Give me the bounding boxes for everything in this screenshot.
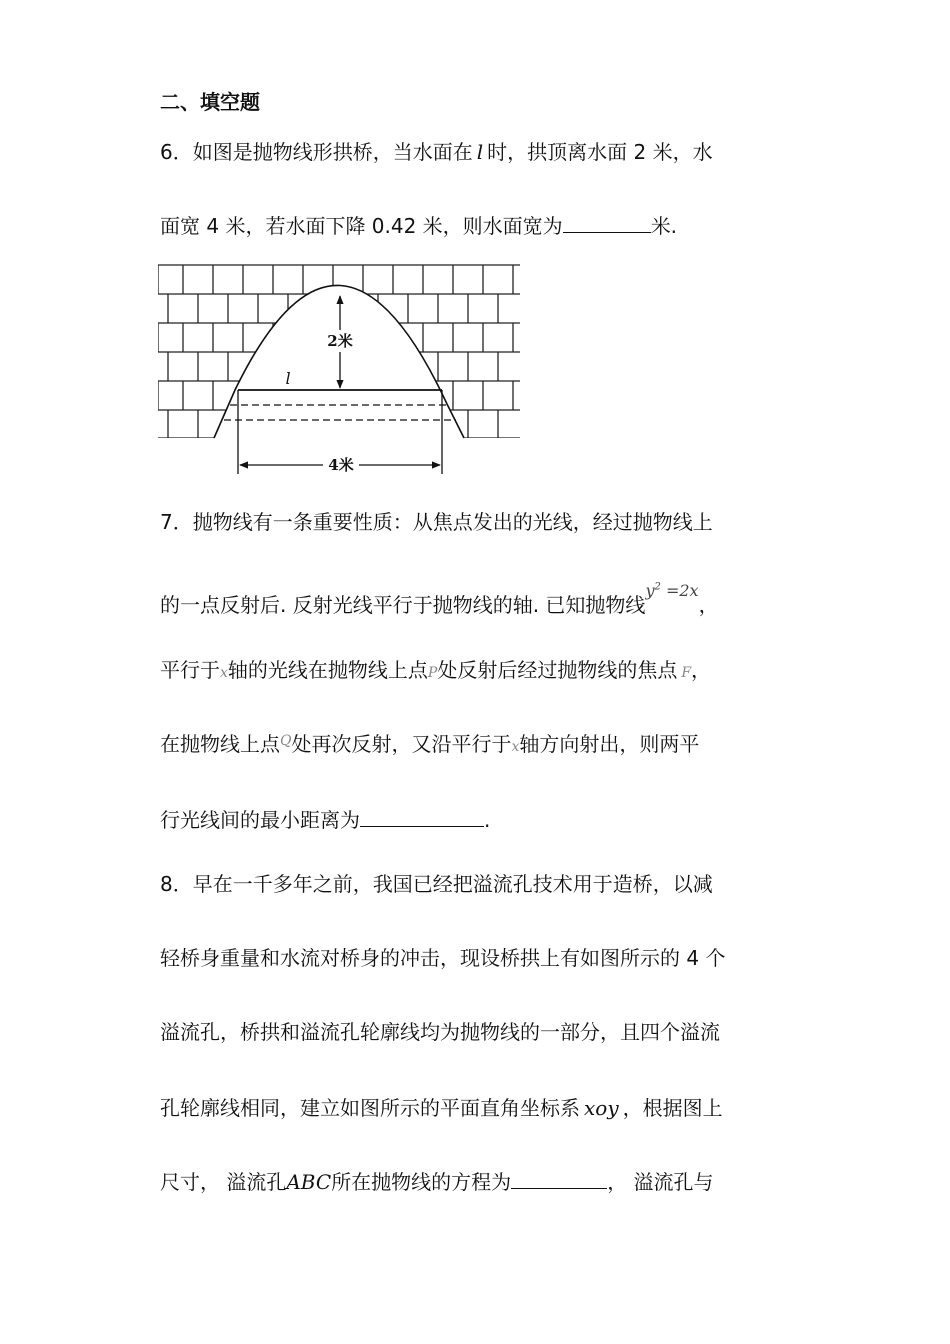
q7-text-4c: 轴方向射出，则两平 xyxy=(519,732,700,756)
q7-text-4a: 在抛物线上点 xyxy=(160,732,280,756)
q7-answer-blank[interactable] xyxy=(360,806,484,827)
q8-var-xoy: xoy xyxy=(584,1096,619,1120)
q6-line-2 xyxy=(160,212,677,240)
q7-line-1: 7．抛物线有一条重要性质：从焦点发出的光线，经过抛物线上 xyxy=(160,510,713,534)
q8-line-1: 8．早在一千多年之前，我国已经把溢流孔技术用于造桥，以减 xyxy=(160,872,713,896)
water-line-label: l xyxy=(285,369,291,388)
q6-text-2a: 面宽 4 米，若水面下降 0.42 米，则水面宽为 xyxy=(160,214,563,238)
q7-line-5 xyxy=(160,806,490,834)
q6-text-1a: 6．如图是抛物线形拱桥，当水面在 xyxy=(160,140,473,164)
q7-line-2 xyxy=(160,582,719,619)
q7-line-3 xyxy=(160,656,711,687)
q7-line-4 xyxy=(160,730,699,761)
q7-text-5b: . xyxy=(484,808,491,832)
q7-text-3b: 轴的光线在抛物线上点 xyxy=(227,658,428,682)
q7-var-f: F xyxy=(681,665,692,681)
q7-text-5a: 行光线间的最小距离为 xyxy=(160,808,360,832)
q8-text-5a: 尺寸， 溢流孔 xyxy=(160,1170,287,1194)
arch-outline xyxy=(214,285,464,438)
q8-line-4 xyxy=(160,1094,723,1122)
q6-line-1 xyxy=(160,138,713,166)
q7-text-4b: 处再次反射，又沿平行于 xyxy=(291,732,512,756)
q7-text-3d: ， xyxy=(691,658,712,682)
q7-var-x: x xyxy=(220,665,228,681)
q8-text-5b: 所在抛物线的方程为 xyxy=(331,1170,512,1194)
q8-var-abc: ABC xyxy=(286,1170,332,1194)
arch-bridge-figure xyxy=(158,262,522,480)
q7-text-3c: 处反射后经过抛物线的焦点 xyxy=(437,658,678,682)
q6-text-1b: 时，拱顶离水面 2 米，水 xyxy=(487,140,713,164)
q6-text-2b: 米. xyxy=(650,214,678,238)
q7-var-p: P xyxy=(427,665,438,681)
q6-answer-blank[interactable] xyxy=(563,212,651,233)
q8-answer-blank[interactable] xyxy=(511,1168,607,1189)
q7-equation: y2 =2x xyxy=(645,581,699,601)
q7-var-q: Q xyxy=(280,733,292,749)
q6-var-l: l xyxy=(476,140,484,164)
q8-line-3: 溢流孔，桥拱和溢流孔轮廓线均为抛物线的一部分，且四个溢流 xyxy=(160,1020,720,1044)
q8-line-5 xyxy=(160,1168,714,1196)
width-label: 4米 xyxy=(328,456,354,474)
q8-line-2: 轻桥身重量和水流对桥身的冲击，现设桥拱上有如图所示的 4 个 xyxy=(160,946,726,970)
q7-text-2b: ， xyxy=(698,592,719,617)
section-title: 二、填空题 xyxy=(160,90,260,114)
q8-text-4a: 孔轮廓线相同，建立如图所示的平面直角坐标系 xyxy=(160,1096,580,1120)
q8-text-4b: ，根据图上 xyxy=(622,1096,723,1120)
q7-text-3a: 平行于 xyxy=(160,658,220,682)
height-label: 2米 xyxy=(327,332,353,350)
q7-var-x2: x xyxy=(511,739,520,755)
q7-text-2a: 的一点反射后. 反射光线平行于抛物线的轴. 已知抛物线 xyxy=(160,592,646,617)
q8-text-5c: ， 溢流孔与 xyxy=(607,1170,714,1194)
